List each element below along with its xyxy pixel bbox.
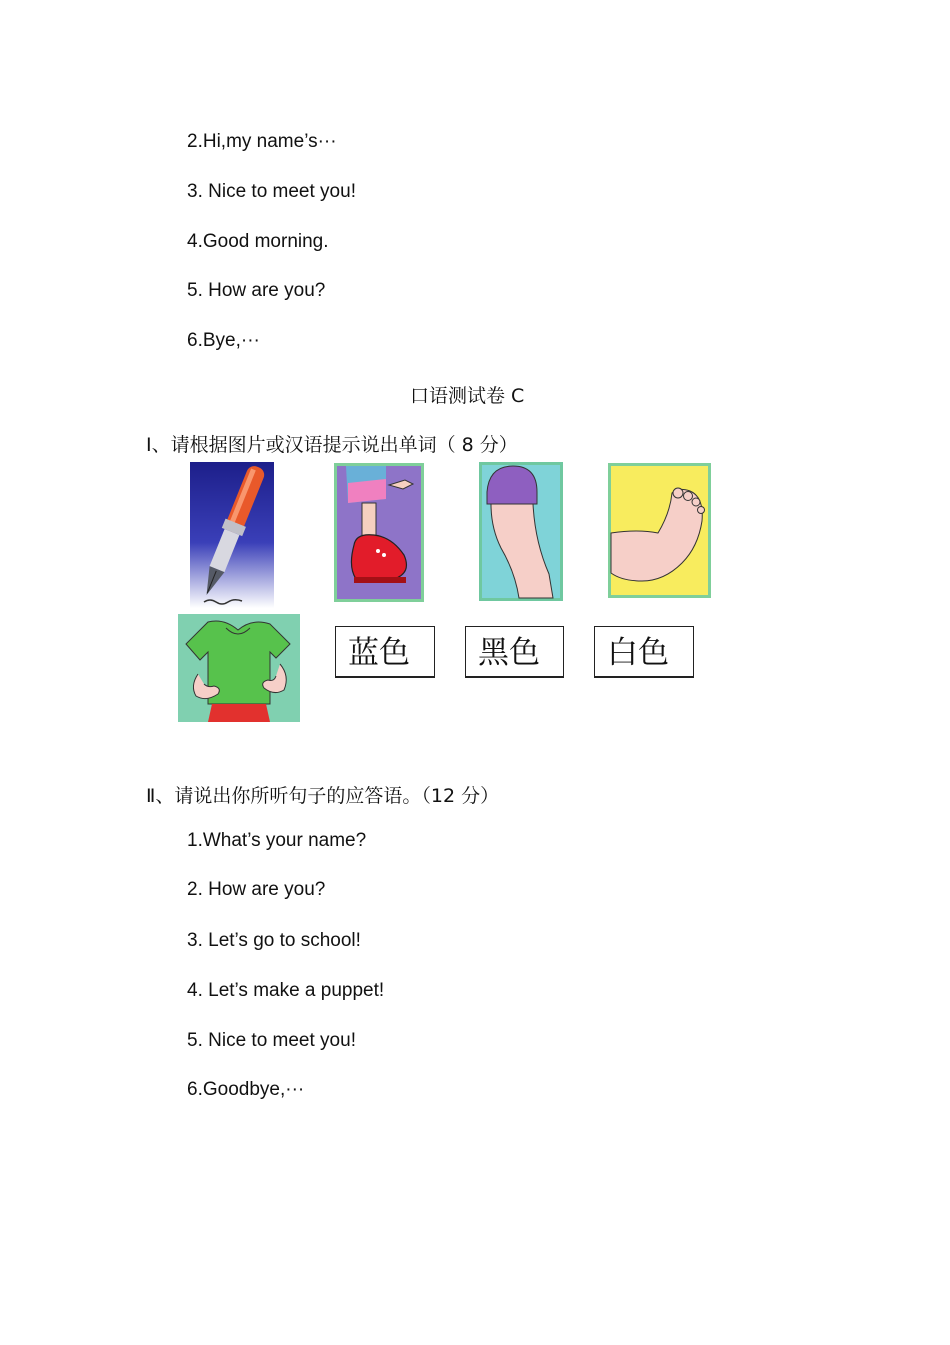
pen-picture xyxy=(190,462,274,608)
section2-item-1: 1.What’s your name? xyxy=(187,830,367,851)
leg-shoe-picture xyxy=(334,463,424,602)
test-title: 口语测试卷 C xyxy=(410,385,525,407)
top-list-item-6: 6.Bye,··· xyxy=(187,330,260,351)
foot-picture xyxy=(608,463,711,598)
top-list-item-2: 2.Hi,my name’s··· xyxy=(187,131,337,152)
section2-item-3: 3. Let’s go to school! xyxy=(187,930,361,951)
arm-picture xyxy=(479,462,563,601)
top-list-item-5: 5. How are you? xyxy=(187,280,326,301)
section2-item-4: 4. Let’s make a puppet! xyxy=(187,980,385,1001)
section1-heading: Ⅰ、请根据图片或汉语提示说出单词（ 8 分） xyxy=(146,434,518,456)
color-word-white: 白色 xyxy=(594,626,694,678)
section2-heading: Ⅱ、请说出你所听句子的应答语。（12 分） xyxy=(146,785,500,807)
top-list-item-4: 4.Good morning. xyxy=(187,231,329,252)
color-word-blue: 蓝色 xyxy=(335,626,435,678)
section2-item-5: 5. Nice to meet you! xyxy=(187,1030,356,1051)
section2-item-2: 2. How are you? xyxy=(187,879,326,900)
section2-item-6: 6.Goodbye,··· xyxy=(187,1079,305,1100)
top-list-item-3: 3. Nice to meet you! xyxy=(187,181,356,202)
color-word-black: 黑色 xyxy=(465,626,564,678)
tshirt-picture xyxy=(178,614,300,722)
